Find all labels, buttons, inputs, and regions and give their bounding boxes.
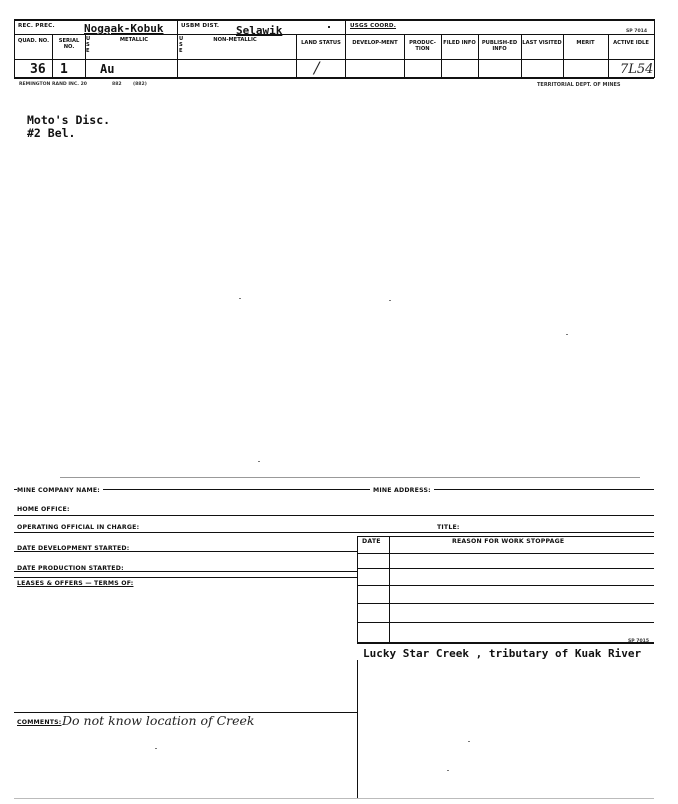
divider xyxy=(654,19,655,78)
divider xyxy=(296,34,297,78)
mine-address-label: MINE ADDRESS: xyxy=(370,487,434,494)
record-active-idle-mark: 7L54 xyxy=(620,62,654,77)
rec-prec-label: REC. PREC. xyxy=(18,23,55,29)
printer-code-2: (882) xyxy=(133,82,147,87)
col-metallic: METALLIC xyxy=(119,37,149,43)
scan-speck xyxy=(566,334,568,335)
department-label: TERRITORIAL DEPT. OF MINES xyxy=(537,82,621,88)
scan-speck xyxy=(447,770,449,771)
date-label: DATE xyxy=(362,538,381,545)
rule-stoppage-5 xyxy=(357,622,654,623)
col-development: DEVELOP-MENT xyxy=(352,40,398,46)
rule-stoppage-6 xyxy=(357,642,654,644)
divider xyxy=(345,19,346,78)
usbm-dist-label: USBM DIST. xyxy=(181,23,220,29)
col-published-info: PUBLISH-ED INFO xyxy=(481,40,518,52)
col-active-idle: ACTIVE IDLE xyxy=(613,40,649,46)
col-serial-no: SERIAL NO. xyxy=(58,38,80,50)
mine-name-line: Moto's Disc. xyxy=(27,113,111,127)
date-dev-started-label: DATE DEVELOPMENT STARTED: xyxy=(17,545,130,552)
mine-sub-line: #2 Bel. xyxy=(27,126,76,140)
operating-official-label: OPERATING OFFICIAL IN CHARGE: xyxy=(17,524,140,531)
usbm-dist-value: Selawik xyxy=(236,24,283,37)
record-quad: 36 xyxy=(30,62,46,77)
record-serial: 1 xyxy=(60,62,68,77)
col-merit: MERIT xyxy=(576,40,595,46)
rule-company xyxy=(14,489,654,490)
rule-stoppage-4 xyxy=(357,603,654,604)
col-land-status: LAND STATUS xyxy=(301,40,341,46)
rule-stoppage-3 xyxy=(357,585,654,586)
rule-leases xyxy=(14,577,358,578)
printer-label: REMINGTON RAND INC. 20 xyxy=(19,82,87,87)
form-number-2: SP 7015 xyxy=(628,639,650,644)
scan-speck xyxy=(239,298,241,299)
rule-stoppage-2 xyxy=(357,568,654,569)
header-bottom-rule xyxy=(14,77,654,79)
col-non-metallic: NON-METALLIC xyxy=(213,37,257,43)
bottom-edge-rule xyxy=(14,798,654,799)
location-left-edge xyxy=(357,660,358,798)
form-number: SP 7014 xyxy=(626,29,648,34)
mine-company-name-label: MINE COMPANY NAME: xyxy=(17,487,103,494)
col-last-visited: LAST VISITED xyxy=(522,40,562,46)
divider xyxy=(177,19,178,78)
record-metallic: Au xyxy=(100,62,115,76)
header-top-rule xyxy=(14,19,654,21)
divider xyxy=(14,19,15,78)
scan-speck xyxy=(155,748,157,749)
leases-label: LEASES & OFFERS — TERMS OF: xyxy=(17,580,134,587)
rule-home-office xyxy=(14,515,654,516)
printer-code: 882 xyxy=(112,82,122,87)
comments-label: COMMENTS: xyxy=(17,719,62,726)
record-land-status-mark: / xyxy=(314,58,320,77)
usgs-coord-label: USGS COORD. xyxy=(350,23,397,29)
rec-prec-value: Nogąak-Kobuk xyxy=(84,22,164,35)
scan-speck xyxy=(389,300,391,301)
col-production: PRODUC-TION xyxy=(409,40,436,52)
rule-official xyxy=(14,532,654,533)
header-row-bottom-rule xyxy=(14,59,654,60)
col-use-nonmetallic: U S E xyxy=(179,36,184,54)
rule-date-header-top xyxy=(357,536,654,537)
title-label: TITLE: xyxy=(437,524,460,531)
rule-stoppage-1 xyxy=(357,553,654,554)
scan-speck xyxy=(468,741,470,742)
col-filed-info: FILED INFO xyxy=(443,40,476,46)
location-text: Lucky Star Creek , tributary of Kuak River xyxy=(363,647,642,660)
date-prod-started-label: DATE PRODUCTION STARTED: xyxy=(17,565,124,572)
reason-label: REASON FOR WORK STOPPAGE xyxy=(452,538,565,545)
comments-value: Do not know location of Creek xyxy=(62,713,255,728)
card-edge-rule xyxy=(60,477,640,478)
dot-mark xyxy=(328,26,330,28)
scan-speck xyxy=(258,461,260,462)
col-quad-no: QUAD. NO. xyxy=(17,38,50,44)
col-use-metallic: U S E xyxy=(86,36,91,54)
home-office-label: HOME OFFICE: xyxy=(17,506,70,513)
